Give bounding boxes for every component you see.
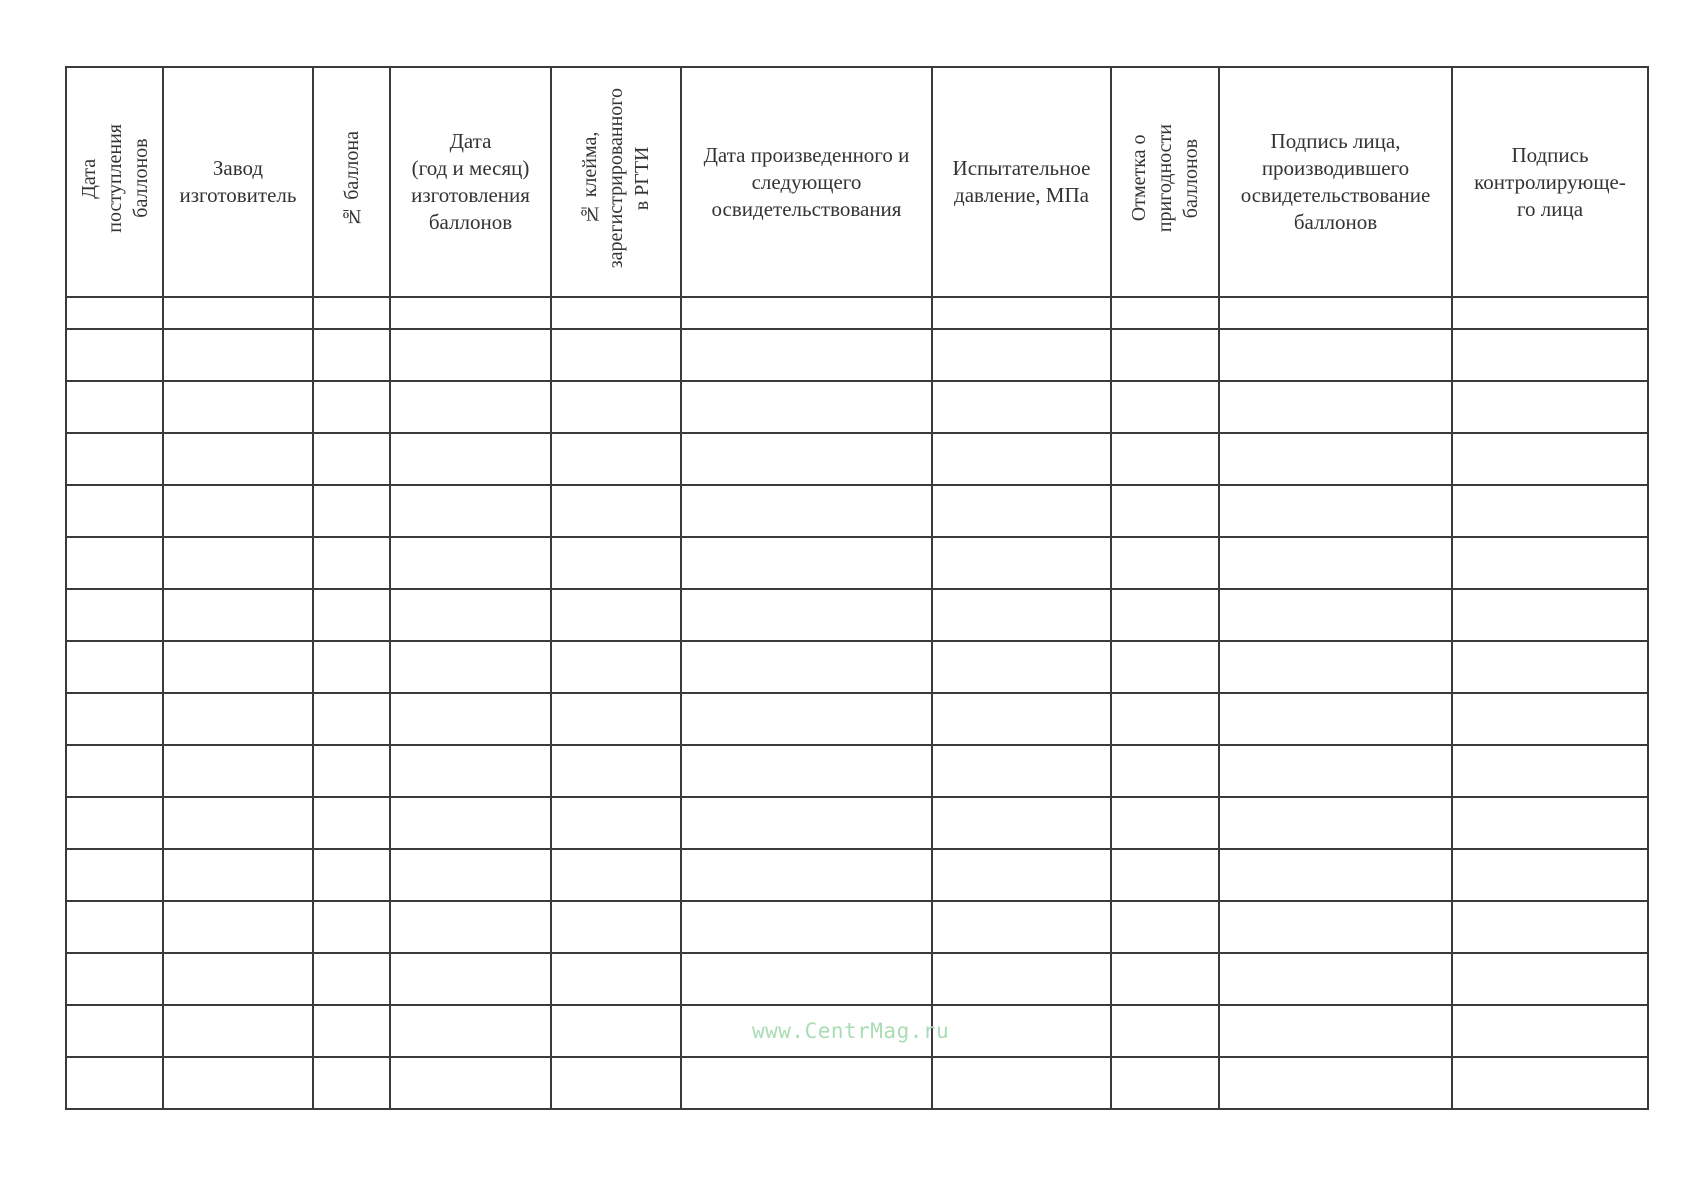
table-cell <box>313 693 390 745</box>
table-cell <box>313 745 390 797</box>
column-header-receipt-date <box>66 67 163 297</box>
watermark: www.CentrMag.ru <box>752 1019 950 1043</box>
table-cell <box>1111 589 1219 641</box>
table-cell <box>66 849 163 901</box>
table-row <box>66 381 1648 433</box>
table-cell <box>163 381 313 433</box>
table-cell <box>163 901 313 953</box>
table-cell <box>1111 433 1219 485</box>
table-cell <box>66 485 163 537</box>
table-cell <box>1219 745 1452 797</box>
table-cell <box>390 381 551 433</box>
table-cell <box>390 953 551 1005</box>
table-cell <box>1219 1057 1452 1109</box>
table-cell <box>313 953 390 1005</box>
table-cell <box>681 329 932 381</box>
table-cell <box>681 297 932 329</box>
table-cell <box>66 297 163 329</box>
table-cell <box>390 693 551 745</box>
table-row <box>66 329 1648 381</box>
column-header-test-pressure <box>932 67 1111 297</box>
table-cell <box>1452 641 1648 693</box>
table-cell <box>551 537 681 589</box>
table-cell <box>681 953 932 1005</box>
table-row <box>66 537 1648 589</box>
table-cell <box>1111 297 1219 329</box>
table-cell <box>551 329 681 381</box>
table-cell <box>681 485 932 537</box>
table-cell <box>551 1057 681 1109</box>
table-cell <box>313 297 390 329</box>
table-cell <box>932 901 1111 953</box>
table-cell <box>551 1005 681 1057</box>
table-cell <box>163 849 313 901</box>
table-cell <box>1452 1005 1648 1057</box>
table-cell <box>551 693 681 745</box>
table-cell <box>390 329 551 381</box>
table-cell <box>1111 641 1219 693</box>
table-cell <box>390 433 551 485</box>
table-cell <box>1452 693 1648 745</box>
table-cell <box>390 537 551 589</box>
table-cell <box>551 641 681 693</box>
table-cell <box>932 849 1111 901</box>
table-cell <box>66 381 163 433</box>
column-header-suitability-mark <box>1111 67 1219 297</box>
table-cell <box>551 745 681 797</box>
table-cell <box>66 953 163 1005</box>
table-cell <box>313 485 390 537</box>
table-cell <box>932 797 1111 849</box>
header-label: Дата произведенного и следующего освидетельствования <box>703 142 910 221</box>
table-cell <box>313 329 390 381</box>
table-cell <box>1111 797 1219 849</box>
table-cell <box>1452 329 1648 381</box>
table-cell <box>313 433 390 485</box>
table-cell <box>313 849 390 901</box>
table-cell <box>163 329 313 381</box>
table-cell <box>551 953 681 1005</box>
table-cell <box>66 1005 163 1057</box>
table-cell <box>1219 901 1452 953</box>
table-cell <box>932 329 1111 381</box>
table-cell <box>390 849 551 901</box>
table-cell <box>1219 849 1452 901</box>
table-cell <box>390 1057 551 1109</box>
table-cell <box>932 589 1111 641</box>
table-cell <box>163 485 313 537</box>
table-cell <box>932 433 1111 485</box>
table-cell <box>163 433 313 485</box>
table-cell <box>681 797 932 849</box>
table-cell <box>932 537 1111 589</box>
table-cell <box>313 537 390 589</box>
column-header-stamp-number <box>551 67 681 297</box>
table-cell <box>390 797 551 849</box>
table-cell <box>163 297 313 329</box>
table-cell <box>1219 485 1452 537</box>
table-cell <box>66 693 163 745</box>
table-row <box>66 901 1648 953</box>
table-row <box>66 953 1648 1005</box>
table-cell <box>551 485 681 537</box>
table-cell <box>163 745 313 797</box>
table-cell <box>1452 297 1648 329</box>
table-row <box>66 641 1648 693</box>
table-cell <box>551 589 681 641</box>
header-label: Подпись лица, производившего освидетельствование баллонов <box>1240 129 1431 234</box>
table-cell <box>1219 693 1452 745</box>
table-cell <box>1111 953 1219 1005</box>
table-cell <box>1111 381 1219 433</box>
table-cell <box>932 953 1111 1005</box>
table-cell <box>1111 537 1219 589</box>
column-header-manufacturer <box>163 67 313 297</box>
table-cell <box>1219 797 1452 849</box>
table-cell <box>1219 953 1452 1005</box>
column-header-controller-signature <box>1452 67 1648 297</box>
table-cell <box>1452 797 1648 849</box>
table-cell <box>681 381 932 433</box>
table-cell <box>163 641 313 693</box>
table-cell <box>313 901 390 953</box>
table-cell <box>1452 381 1648 433</box>
table-cell <box>163 797 313 849</box>
table-cell <box>551 797 681 849</box>
table-cell <box>163 1005 313 1057</box>
table-cell <box>66 797 163 849</box>
table-cell <box>681 589 932 641</box>
table-cell <box>1111 1005 1219 1057</box>
table-cell <box>390 485 551 537</box>
table-row <box>66 797 1648 849</box>
table-cell <box>313 641 390 693</box>
table-cell <box>551 433 681 485</box>
table-cell <box>313 1057 390 1109</box>
table-cell <box>1111 849 1219 901</box>
table-cell <box>1219 381 1452 433</box>
table-cell <box>66 641 163 693</box>
column-header-manufacture-date <box>390 67 551 297</box>
column-header-inspection-dates <box>681 67 932 297</box>
table-cell <box>551 297 681 329</box>
table-cell <box>681 849 932 901</box>
table-cell <box>163 589 313 641</box>
table-cell <box>681 537 932 589</box>
table-cell <box>1111 329 1219 381</box>
table-cell <box>1219 1005 1452 1057</box>
table-row <box>66 433 1648 485</box>
table-cell <box>66 589 163 641</box>
table-cell <box>390 297 551 329</box>
table-cell <box>1219 329 1452 381</box>
table-cell <box>932 485 1111 537</box>
table-row <box>66 693 1648 745</box>
table-cell <box>1219 641 1452 693</box>
table-row <box>66 745 1648 797</box>
column-header-inspector-signature <box>1219 67 1452 297</box>
table-cell <box>1452 1057 1648 1109</box>
header-label: № клейма, зарегистрированного в РГТИ <box>579 88 653 269</box>
header-label: № баллона <box>340 130 363 227</box>
table-cell <box>1452 953 1648 1005</box>
table-cell <box>1219 589 1452 641</box>
header-label: Испытательное давление, МПа <box>952 156 1091 207</box>
header-label: Дата (год и месяц) изготовления баллонов <box>411 129 530 234</box>
table-row <box>66 1057 1648 1109</box>
table-cell <box>390 589 551 641</box>
header-label: Подпись контролирующе- го лица <box>1474 142 1626 221</box>
table-cell <box>932 1057 1111 1109</box>
table-cell <box>66 901 163 953</box>
table-cell <box>163 537 313 589</box>
header-label: Отметка о пригодности баллонов <box>1128 124 1202 233</box>
table-cell <box>1219 537 1452 589</box>
table-row <box>66 589 1648 641</box>
table-cell <box>66 537 163 589</box>
table-cell <box>1452 589 1648 641</box>
table-cell <box>313 381 390 433</box>
table-cell <box>932 381 1111 433</box>
table-row <box>66 297 1648 329</box>
table-cell <box>932 745 1111 797</box>
table-cell <box>681 745 932 797</box>
table-cell <box>681 641 932 693</box>
table-row <box>66 849 1648 901</box>
table-cell <box>1111 1057 1219 1109</box>
table-cell <box>551 849 681 901</box>
table-cell <box>1111 693 1219 745</box>
table-cell <box>390 901 551 953</box>
table-cell <box>163 693 313 745</box>
cylinder-register-table <box>65 66 1649 1110</box>
table-cell <box>66 329 163 381</box>
header-label: Завод изготовитель <box>179 156 297 207</box>
header-label: Дата поступления баллонов <box>77 124 152 233</box>
table-cell <box>932 693 1111 745</box>
table-cell <box>1452 849 1648 901</box>
table-cell <box>932 641 1111 693</box>
table-cell <box>163 1057 313 1109</box>
table-cell <box>390 1005 551 1057</box>
table-cell <box>313 589 390 641</box>
table-cell <box>1219 297 1452 329</box>
table-cell <box>1111 745 1219 797</box>
table-cell <box>313 1005 390 1057</box>
table-cell <box>681 901 932 953</box>
table-cell <box>390 641 551 693</box>
table-cell <box>1452 537 1648 589</box>
table-cell <box>66 745 163 797</box>
table-cell <box>1219 433 1452 485</box>
table-cell <box>313 797 390 849</box>
table-cell <box>163 953 313 1005</box>
table-cell <box>66 433 163 485</box>
table-cell <box>66 1057 163 1109</box>
header-row <box>66 67 1648 297</box>
table-cell <box>681 1057 932 1109</box>
table-cell <box>681 433 932 485</box>
table-cell <box>1452 433 1648 485</box>
table-cell <box>551 381 681 433</box>
table-cell <box>1111 901 1219 953</box>
table-cell <box>1452 745 1648 797</box>
table-cell <box>1452 485 1648 537</box>
table-cell <box>932 297 1111 329</box>
table-cell <box>1111 485 1219 537</box>
column-header-cylinder-number <box>313 67 390 297</box>
table-cell <box>681 693 932 745</box>
table-cell <box>932 1005 1111 1057</box>
table-cell <box>551 901 681 953</box>
table-body <box>66 297 1648 1109</box>
table-row <box>66 485 1648 537</box>
table-cell <box>390 745 551 797</box>
table-cell <box>1452 901 1648 953</box>
